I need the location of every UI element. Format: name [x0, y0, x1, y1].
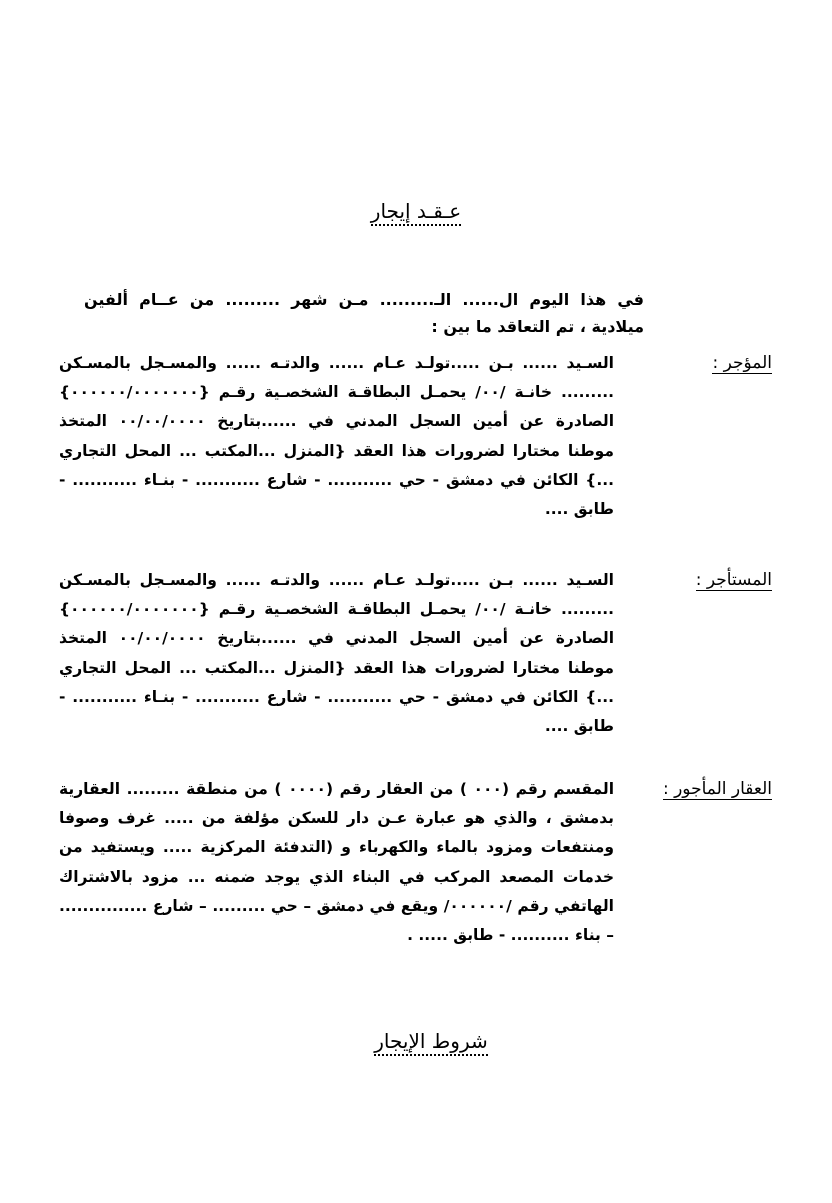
lessor-details: السـيد ...... بـن .....تولـد عـام ...... والدتـه ...... والمسـجل بالمسـكن ......... خانـة /٠٠/ يحمـل البطاقـة الشخصـية رقـم {٠٠٠٠٠٠/٠٠٠٠٠٠٠} الصادرة عن أمين السجل المدني في ......بتاريخ ٠٠/٠٠/٠٠٠٠ المتخذ موطنا مختارا لضرورات هذا العقد {المنزل ...المكتب ... المحل التجاري ...} الكائن في دمشق - حي ........... - شارع ........... - بنـاء ........... - طابق .... [59, 354, 615, 519]
lessee-details: السـيد ...... بـن .....تولـد عـام ...... والدتـه ...... والمسـجل بالمسـكن ......... خانـة /٠٠/ يحمـل البطاقـة الشخصـية رقـم {٠٠٠٠٠٠/٠٠٠٠٠٠٠} الصادرة عن أمين السجل المدني في ......بتاريخ ٠٠/٠٠/٠٠٠٠ المتخذ موطنا مختارا لضرورات هذا العقد {المنزل ...المكتب ... المحل التجاري ...} الكائن في دمشق - حي ........... - شارع ........... - بنـاء ........... - طابق .... [59, 571, 615, 736]
lessee-label [632, 566, 772, 595]
lessor-label-text: المؤجر : [712, 353, 772, 373]
contract-title-text: عـقـد إيجار [371, 199, 461, 226]
terms-heading-text: شروط الإيجار [374, 1029, 488, 1056]
lessee-label-text: المستأجر : [695, 570, 772, 590]
intro-paragraph: في هذا اليوم ال...... الـ......... مـن شهر ......... من عــام ألفين ميلادية ، تم التعاقد ما بين : [84, 290, 644, 336]
property-label [632, 775, 772, 804]
terms-heading [0, 1028, 832, 1054]
lessor-label [632, 349, 772, 378]
contract-title [0, 198, 832, 224]
property-details: المقسم رقم (٠٠٠ ) من العقار رقم (٠٠٠٠ ) من منطقة ......... العقارية بدمشق ، والذي هو عبارة عـن دار للسكن مؤلفة من ..... غرف وصوفا ومنتفعات ومزود بالماء والكهرباء و (التدفئة المركزية ..... ويستفيد من خدمات المصعد المركب في البناء الذي يوجد ضمنه ... مزود بالاشتراك الهاتفي رقم /٠٠٠٠٠٠/ ويقع في دمشق – حي ......... – شارع ............... – بناء .......... - طابق ..... . [59, 780, 615, 945]
property-label-text: العقار المأجور : [662, 779, 772, 799]
